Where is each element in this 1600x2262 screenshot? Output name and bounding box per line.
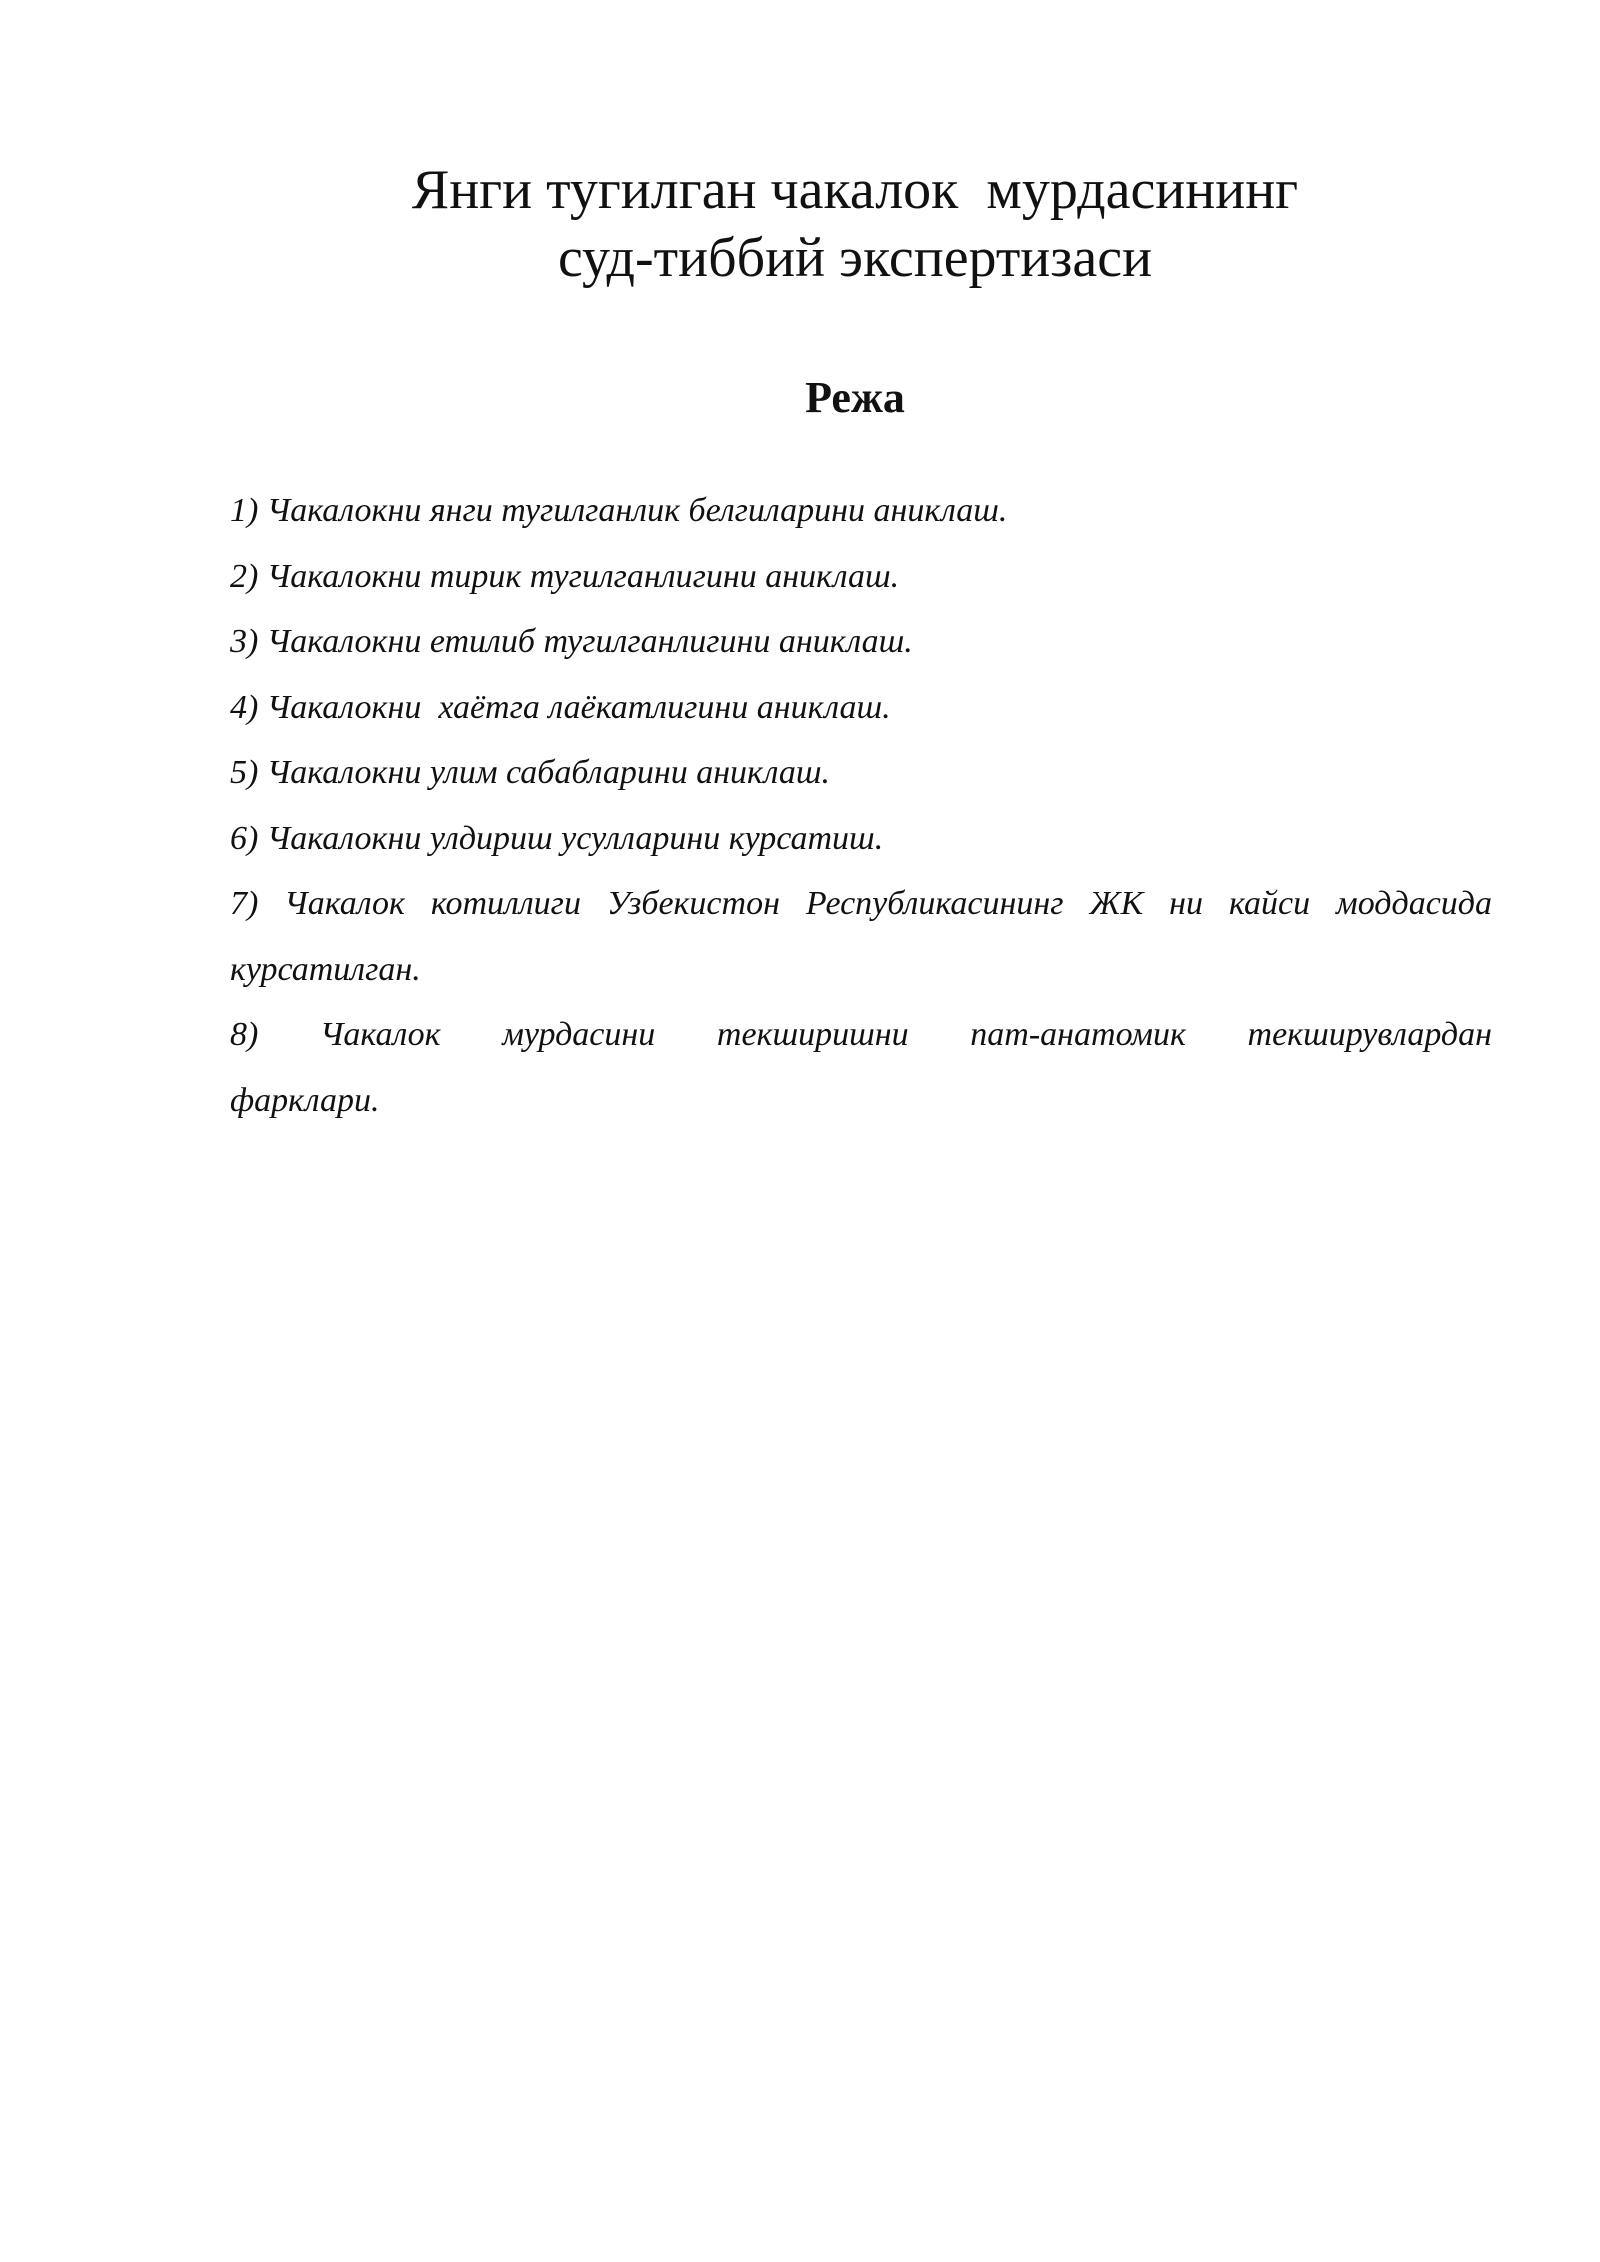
plan-item-7-line-2: курсатилган.	[230, 950, 421, 988]
plan-item-8-line-2: фарклари.	[230, 1081, 380, 1119]
plan-item-1: 1) Чакалокни янги тугилганлик белгиларини аниклаш.	[230, 492, 1008, 529]
plan-list	[230, 478, 1492, 1133]
plan-item-7-line-1: 7) Чакалок котиллиги Узбекистон Республикасининг ЖК ни кайси моддасида	[230, 885, 1492, 922]
plan-item-5: 5) Чакалокни улим сабабларини аниклаш.	[230, 754, 831, 791]
document-title-line-2: суд-тиббий экспертизаси	[557, 227, 1153, 289]
plan-item-2: 2) Чакалокни тирик тугилганлигини аниклаш.	[230, 557, 900, 595]
document-title-line-1: Янги тугилган чакалок мурдасининг	[411, 159, 1299, 221]
plan-item-4: 4) Чакалокни хаётга лаёкатлигини аниклаш.	[230, 688, 891, 726]
plan-heading: Режа	[805, 373, 905, 422]
plan-item-8-line-1: 8) Чакалок мурдасини текширишни пат-анатомик текширувлардан	[230, 1016, 1492, 1053]
plan-item-3: 3) Чакалокни етилиб тугилганлигини аниклаш.	[230, 623, 913, 660]
plan-item-6: 6) Чакалокни улдириш усулларини курсатиш.	[230, 819, 884, 857]
